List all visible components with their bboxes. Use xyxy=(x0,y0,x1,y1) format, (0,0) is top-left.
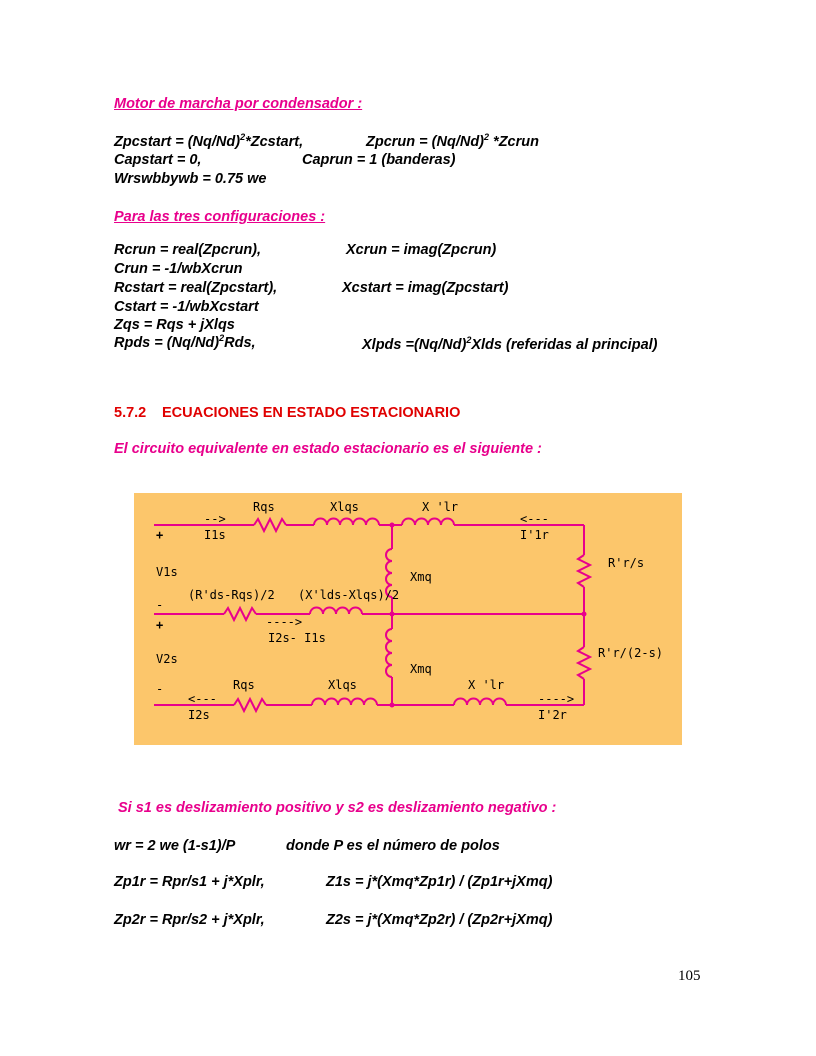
eq-xlpds xyxy=(362,337,658,353)
circuit-intro: El circuito equivalente en estado estacionario es el siguiente : xyxy=(114,441,542,457)
eq-xcstart: Xcstart = imag(Zpcstart) xyxy=(342,280,509,296)
label-minus-bottom: - xyxy=(156,682,164,696)
eq-xlpds-text: Xlpds =(Nq/Nd) xyxy=(362,337,467,353)
equivalent-circuit-diagram xyxy=(134,493,682,745)
label-xmq-top: Xmq xyxy=(410,570,432,584)
label-i2r: I'2r xyxy=(538,708,567,722)
eq-zpcstart-tail: *Zcstart, xyxy=(245,134,304,150)
section-title: ECUACIONES EN ESTADO ESTACIONARIO xyxy=(162,405,461,421)
label-i1r: I'1r xyxy=(520,528,549,542)
label-v2s: V2s xyxy=(156,652,178,666)
eq-zp2r: Zp2r = Rpr/s2 + j*Xplr, xyxy=(114,912,265,928)
eq-capstart: Capstart = 0, xyxy=(114,152,202,168)
eq-zpcstart-text: Zpcstart = (Nq/Nd) xyxy=(114,134,241,150)
eq-wr: wr = 2 we (1-s1)/P xyxy=(114,838,236,854)
label-v1s: V1s xyxy=(156,565,178,579)
label-xlds-half: (X'lds-Xlqs)/2 xyxy=(298,588,400,602)
label-plus-top: + xyxy=(156,528,164,542)
node-mid-right xyxy=(582,612,587,617)
label-xlqs-bottom: Xlqs xyxy=(328,678,357,692)
label-rrs: R'r/s xyxy=(608,556,645,570)
heading-three-configurations: Para las tres configuraciones : xyxy=(114,209,326,225)
label-plus-bottom: + xyxy=(156,618,164,632)
eq-crun: Crun = -1/wbXcrun xyxy=(114,261,243,277)
eq-z2s: Z2s = j*(Xmq*Zp2r) / (Zp2r+jXmq) xyxy=(326,912,553,928)
eq-caprun: Caprun = 1 (banderas) xyxy=(302,152,456,168)
label-rds-half: (R'ds-Rqs)/2 xyxy=(188,588,275,602)
exponent: 2 xyxy=(240,132,246,143)
eq-rpds xyxy=(114,335,256,351)
slip-definition: Si s1 es deslizamiento positivo y s2 es deslizamiento negativo : xyxy=(118,800,557,816)
exponent: 2 xyxy=(219,333,225,344)
eq-rcrun: Rcrun = real(Zpcrun), xyxy=(114,242,262,258)
eq-zpcstart xyxy=(114,134,303,150)
eq-wr-note: donde P es el número de polos xyxy=(286,838,500,854)
eq-xlpds-tail: Xlds (referidas al principal) xyxy=(471,337,658,353)
label-i1s-arrow: --> xyxy=(204,512,226,526)
eq-rpds-text: Rpds = (Nq/Nd) xyxy=(114,335,220,351)
eq-xcrun: Xcrun = imag(Zpcrun) xyxy=(346,242,497,258)
label-xlr-top: X 'lr xyxy=(422,500,459,514)
eq-zpcrun-text: Zpcrun = (Nq/Nd) xyxy=(366,134,485,150)
eq-z1s: Z1s = j*(Xmq*Zp1r) / (Zp1r+jXmq) xyxy=(326,874,553,890)
node-bot-mag xyxy=(390,703,395,708)
page-number: 105 xyxy=(678,968,701,984)
exponent: 2 xyxy=(466,335,472,346)
eq-zqs: Zqs = Rqs + jXlqs xyxy=(114,317,235,333)
label-i2s-arrow: ----> xyxy=(266,615,303,629)
section-number: 5.7.2 xyxy=(114,405,147,421)
label-rqs-top: Rqs xyxy=(253,500,275,514)
node-top-mag xyxy=(390,523,395,528)
eq-cstart: Cstart = -1/wbXcstart xyxy=(114,299,259,315)
eq-zpcrun-tail: *Zcrun xyxy=(489,134,539,150)
node-mid-mag xyxy=(390,612,395,617)
eq-wrswbbywb: Wrswbbywb = 0.75 we xyxy=(114,171,267,187)
label-i2r-arrow: ----> xyxy=(538,692,575,706)
label-xmq-bottom: Xmq xyxy=(410,662,432,676)
label-i2s-left-arrow: <--- xyxy=(188,692,217,706)
eq-zpcrun xyxy=(366,134,539,150)
label-i1s: I1s xyxy=(204,528,226,542)
label-i2s-i1s: I2s- I1s xyxy=(268,631,326,645)
eq-rcstart: Rcstart = real(Zpcstart), xyxy=(114,280,278,296)
label-minus-top: - xyxy=(156,598,164,612)
label-rqs-bottom: Rqs xyxy=(233,678,255,692)
label-i2s: I2s xyxy=(188,708,210,722)
eq-zp1r: Zp1r = Rpr/s1 + j*Xplr, xyxy=(114,874,265,890)
label-xlqs-top: Xlqs xyxy=(330,500,359,514)
label-xlr-bottom: X 'lr xyxy=(468,678,505,692)
exponent: 2 xyxy=(484,132,490,143)
label-rr2s: R'r/(2-s) xyxy=(598,646,664,660)
label-i1r-arrow: <--- xyxy=(520,512,549,526)
heading-motor-capacitor-run: Motor de marcha por condensador : xyxy=(114,96,363,112)
eq-rpds-tail: Rds, xyxy=(224,335,256,351)
